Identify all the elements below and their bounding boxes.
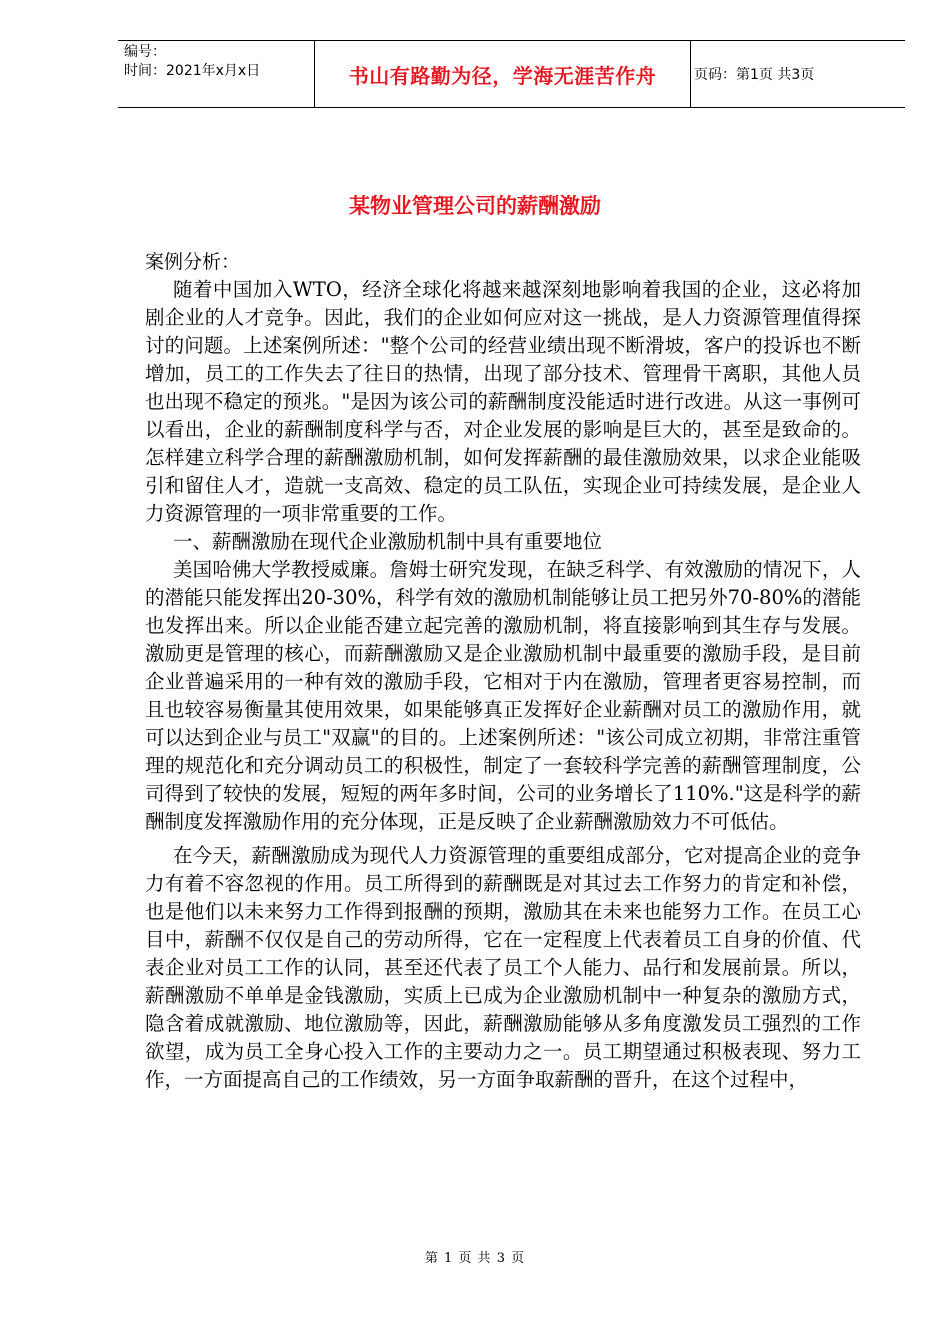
header-divider xyxy=(690,41,691,107)
paragraph: 在今天，薪酬激励成为现代人力资源管理的重要组成部分，它对提高企业的竞争力有着不容忽视的作用。员工所得到的薪酬既是对其过去工作努力的肯定和补偿，也是他们以未来努力工作得到报酬的预期，激励其在未来也能努力工作。在员工心目中，薪酬不仅仅是自己的劳动所得，它在一定程度上代表着员工自身的价值、代表企业对员工工作的认同，甚至还代表了员工个人能力、品行和发展前景。所以，薪酬激励不单单是金钱激励，实质上已成为企业激励机制中一种复杂的激励方式，隐含着成就激励、地位激励等，因此，薪酬激励能够从多角度激发员工强烈的工作欲望，成为员工全身心投入工作的主要动力之一。员工期望通过积极表现、努力工作，一方面提高自己的工作绩效，另一方面争取薪酬的晋升，在这个过程中， xyxy=(145,844,861,1091)
header-divider xyxy=(314,41,315,107)
header-motto: 书山有路勤为径，学海无涯苦作舟 xyxy=(348,63,657,88)
page-footer: 第 1 页 共 3 页 xyxy=(424,1251,526,1266)
serial-label: 编号： xyxy=(124,44,166,60)
header-page-info: 页码：第1页 共3页 xyxy=(694,67,815,83)
paragraph: 随着中国加入WTO，经济全球化将越来越深刻地影响着我国的企业，这必将加剧企业的人才竞争。因此，我们的企业如何应对这一挑战，是人力资源管理值得探讨的问题。上述案例所述："整个公司的经营业绩出现不断滑坡，客户的投诉也不断增加，员工的工作失去了往日的热情，出现了部分技术、管理骨干离职，其他人员也出现不稳定的预兆。"是因为该公司的薪酬制度没能适时进行改进。从这一事例可以看出，企业的薪酬制度科学与否，对企业发展的影响是巨大的，甚至是致命的。怎样建立科学合理的薪酬激励机制，如何发挥薪酬的最佳激励效果，以求企业能吸引和留住人才，造就一支高效、稳定的员工队伍，实现企业可持续发展，是企业人力资源管理的一项非常重要的工作。 xyxy=(145,278,861,525)
document-title: 某物业管理公司的薪酬激励 xyxy=(349,194,601,218)
section-label: 案例分析： xyxy=(145,251,241,273)
paragraph: 美国哈佛大学教授威廉。詹姆士研究发现，在缺乏科学、有效激励的情况下，人的潜能只能发挥出20-30%，科学有效的激励机制能够让员工把另外70-80%的潜能也发挥出来。所以企业能否建立起完善的激励机制，将直接影响到其生存与发展。激励更是管理的核心，而薪酬激励又是企业激励机制中最重要的激励手段，是目前企业普遍采用的一种有效的激励手段，它相对于内在激励，管理者更容易控制，而且也较容易衡量其使用效果，如果能够真正发挥好企业薪酬对员工的激励作用，就可以达到企业与员工"双赢"的目的。上述案例所述："该公司成立初期，非常注重管理的规范化和充分调动员工的积极性，制定了一套较科学完善的薪酬管理制度，公司得到了较快的发展，短短的两年多时间，公司的业务增长了110%."这是科学的薪酬制度发挥激励作用的充分体现，正是反映了企业薪酬激励效力不可低估。 xyxy=(145,558,861,833)
section-heading: 一、薪酬激励在现代企业激励机制中具有重要地位 xyxy=(173,530,603,553)
header-meta xyxy=(124,43,314,81)
time-label: 时间：2021年x月x日 xyxy=(124,63,261,79)
page-header xyxy=(118,40,905,108)
document-body xyxy=(145,249,861,1094)
